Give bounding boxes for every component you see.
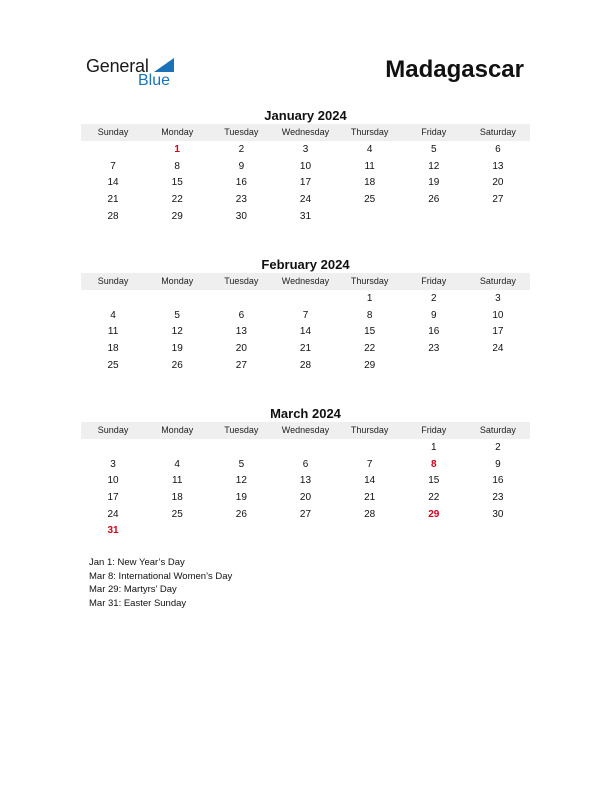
day-cell: 15 — [364, 326, 376, 338]
day-cell: 3 — [110, 458, 116, 470]
day-cell: 6 — [238, 309, 245, 321]
day-cell: 11 — [107, 326, 119, 338]
day-cell — [209, 440, 273, 457]
holiday-day-cell: 31 — [107, 525, 119, 537]
day-cell — [466, 209, 530, 226]
day-cell: 3 — [495, 293, 501, 304]
day-cell: 28 — [364, 508, 376, 520]
day-cell: 4 — [366, 144, 373, 155]
weekday-header-row — [81, 124, 530, 141]
day-cell: 5 — [238, 458, 245, 470]
holiday-note: Mar 8: International Women’s Day — [89, 570, 233, 582]
day-cell: 17 — [107, 492, 119, 504]
day-cell: 6 — [302, 458, 309, 470]
week-row — [81, 473, 530, 490]
day-cell: 22 — [171, 194, 183, 206]
day-cell: 12 — [235, 475, 247, 487]
day-cell — [209, 523, 273, 540]
day-cell: 15 — [428, 475, 440, 487]
day-cell: 30 — [235, 210, 247, 222]
week-row — [81, 440, 530, 457]
day-cell: 24 — [492, 343, 504, 355]
day-cell: 13 — [235, 326, 247, 338]
day-cell: 31 — [299, 210, 312, 222]
day-cell: 8 — [174, 160, 180, 172]
day-cell — [338, 209, 402, 226]
day-cell: 23 — [492, 492, 504, 504]
day-cell — [145, 291, 209, 308]
week-row — [81, 209, 530, 226]
weekday-label: Monday — [161, 127, 194, 137]
day-cell: 21 — [299, 343, 312, 355]
weekday-label: Friday — [421, 425, 447, 435]
day-cell: 10 — [107, 475, 119, 487]
day-cell: 26 — [171, 359, 183, 371]
day-cell: 7 — [302, 309, 309, 321]
logo-triangle-icon — [154, 58, 174, 72]
day-cell: 20 — [235, 343, 247, 355]
weekday-label: Wednesday — [281, 127, 330, 137]
country-title: Madagascar — [385, 56, 524, 83]
day-cell: 16 — [428, 326, 440, 338]
day-cell: 9 — [495, 458, 501, 470]
day-cell — [81, 142, 145, 159]
day-cell: 19 — [171, 343, 183, 355]
logo-word-general: General — [86, 56, 149, 76]
day-cell: 10 — [299, 160, 312, 172]
month-title: February 2024 — [261, 257, 350, 272]
weekday-label: Wednesday — [281, 276, 330, 286]
day-cell: 7 — [110, 160, 116, 172]
day-cell: 11 — [172, 475, 183, 487]
day-cell: 7 — [366, 458, 373, 470]
month-calendar — [81, 107, 530, 225]
day-cell — [402, 523, 466, 540]
day-cell — [466, 358, 530, 375]
week-row — [81, 324, 530, 341]
day-cell: 18 — [171, 492, 183, 504]
day-cell: 3 — [302, 144, 309, 155]
month-title: March 2024 — [270, 406, 341, 421]
day-cell: 28 — [107, 210, 119, 222]
day-cell: 10 — [492, 309, 504, 321]
weekday-header-row — [81, 273, 530, 290]
day-cell: 27 — [235, 359, 247, 371]
general-blue-logo — [86, 56, 186, 92]
day-cell: 4 — [174, 458, 180, 470]
day-cell: 25 — [171, 508, 183, 520]
day-cell: 21 — [364, 492, 376, 504]
week-row — [81, 341, 530, 358]
week-row — [81, 308, 530, 325]
day-cell: 9 — [430, 309, 437, 321]
day-cell: 1 — [366, 293, 373, 304]
week-row — [81, 142, 530, 159]
day-cell: 2 — [430, 293, 437, 304]
logo-word-blue: Blue — [138, 72, 171, 89]
week-row — [81, 523, 530, 540]
day-cell: 21 — [107, 194, 119, 206]
day-cell: 30 — [492, 508, 504, 520]
day-cell: 2 — [238, 144, 245, 155]
weekday-label: Saturday — [479, 127, 516, 137]
week-row — [81, 358, 530, 375]
month-calendar — [81, 405, 530, 540]
day-cell: 23 — [235, 194, 247, 206]
day-cell: 19 — [428, 177, 440, 189]
day-cell: 11 — [364, 160, 375, 172]
day-cell: 9 — [238, 160, 245, 172]
day-cell: 15 — [171, 177, 183, 189]
weekday-label: Tuesday — [224, 276, 259, 286]
day-cell: 18 — [364, 177, 376, 189]
day-cell: 17 — [492, 326, 504, 338]
day-cell — [466, 523, 530, 540]
day-cell: 26 — [428, 194, 440, 206]
weekday-label: Monday — [161, 425, 194, 435]
day-cell: 6 — [495, 144, 501, 155]
holiday-note: Mar 29: Martyrs’ Day — [89, 584, 177, 596]
weekday-label: Tuesday — [224, 127, 259, 137]
day-cell — [209, 291, 273, 308]
day-cell — [273, 523, 337, 540]
weekday-label: Thursday — [350, 276, 389, 286]
holiday-day-cell: 29 — [428, 508, 440, 520]
day-cell: 13 — [299, 475, 312, 487]
day-cell — [145, 440, 209, 457]
week-row — [81, 457, 530, 474]
weekday-label: Saturday — [479, 276, 516, 286]
day-cell: 2 — [495, 442, 501, 453]
day-cell: 1 — [430, 442, 437, 453]
weekday-header-row — [81, 422, 530, 439]
day-cell: 22 — [428, 492, 440, 504]
day-cell: 13 — [492, 160, 504, 172]
day-cell: 24 — [107, 508, 119, 520]
weekday-label: Tuesday — [224, 425, 259, 435]
day-cell: 27 — [492, 194, 504, 206]
day-cell — [145, 523, 209, 540]
day-cell — [402, 358, 466, 375]
day-cell: 24 — [299, 194, 312, 206]
day-cell: 23 — [428, 343, 440, 355]
day-cell: 18 — [107, 343, 119, 355]
weekday-label: Sunday — [97, 425, 129, 435]
day-cell — [402, 209, 466, 226]
month-title: January 2024 — [264, 108, 347, 123]
day-cell: 22 — [364, 343, 376, 355]
month-calendar — [81, 256, 530, 374]
week-row — [81, 507, 530, 524]
week-row — [81, 192, 530, 209]
day-cell: 26 — [235, 508, 247, 520]
day-cell — [273, 440, 337, 457]
day-cell — [273, 291, 337, 308]
holiday-day-cell: 8 — [430, 458, 437, 470]
weekday-label: Friday — [421, 276, 447, 286]
day-cell: 12 — [428, 160, 440, 172]
weekday-label: Friday — [421, 127, 447, 137]
day-cell — [338, 523, 402, 540]
day-cell: 5 — [174, 309, 180, 321]
weekday-label: Monday — [161, 276, 194, 286]
day-cell: 14 — [299, 326, 312, 338]
day-cell: 14 — [364, 475, 376, 487]
day-cell — [338, 440, 402, 457]
week-row — [81, 490, 530, 507]
weekday-label: Thursday — [350, 127, 389, 137]
day-cell: 16 — [492, 475, 504, 487]
weekday-label: Saturday — [479, 425, 516, 435]
week-row — [81, 175, 530, 192]
day-cell: 5 — [430, 144, 437, 155]
day-cell: 25 — [364, 194, 376, 206]
day-cell: 20 — [492, 177, 504, 189]
day-cell: 19 — [235, 492, 247, 504]
weekday-label: Thursday — [350, 425, 389, 435]
week-row — [81, 159, 530, 176]
day-cell: 29 — [171, 210, 183, 222]
holiday-day-cell: 1 — [174, 144, 180, 155]
holiday-note: Jan 1: New Year’s Day — [89, 557, 185, 568]
day-cell: 14 — [107, 177, 119, 189]
day-cell: 17 — [299, 177, 312, 189]
day-cell: 28 — [299, 359, 312, 371]
day-cell: 12 — [171, 326, 183, 338]
holiday-note: Mar 31: Easter Sunday — [89, 597, 187, 609]
day-cell: 27 — [299, 508, 312, 520]
week-row — [81, 291, 530, 308]
holiday-notes — [89, 556, 232, 610]
day-cell: 8 — [366, 309, 373, 321]
day-cell: 25 — [107, 359, 119, 371]
weekday-label: Sunday — [97, 276, 129, 286]
day-cell: 20 — [299, 492, 312, 504]
weekday-label: Sunday — [97, 127, 129, 137]
day-cell: 4 — [110, 309, 116, 321]
day-cell — [81, 291, 145, 308]
day-cell: 29 — [364, 359, 376, 371]
weekday-label: Wednesday — [281, 425, 330, 435]
day-cell — [81, 440, 145, 457]
day-cell: 16 — [235, 177, 247, 189]
